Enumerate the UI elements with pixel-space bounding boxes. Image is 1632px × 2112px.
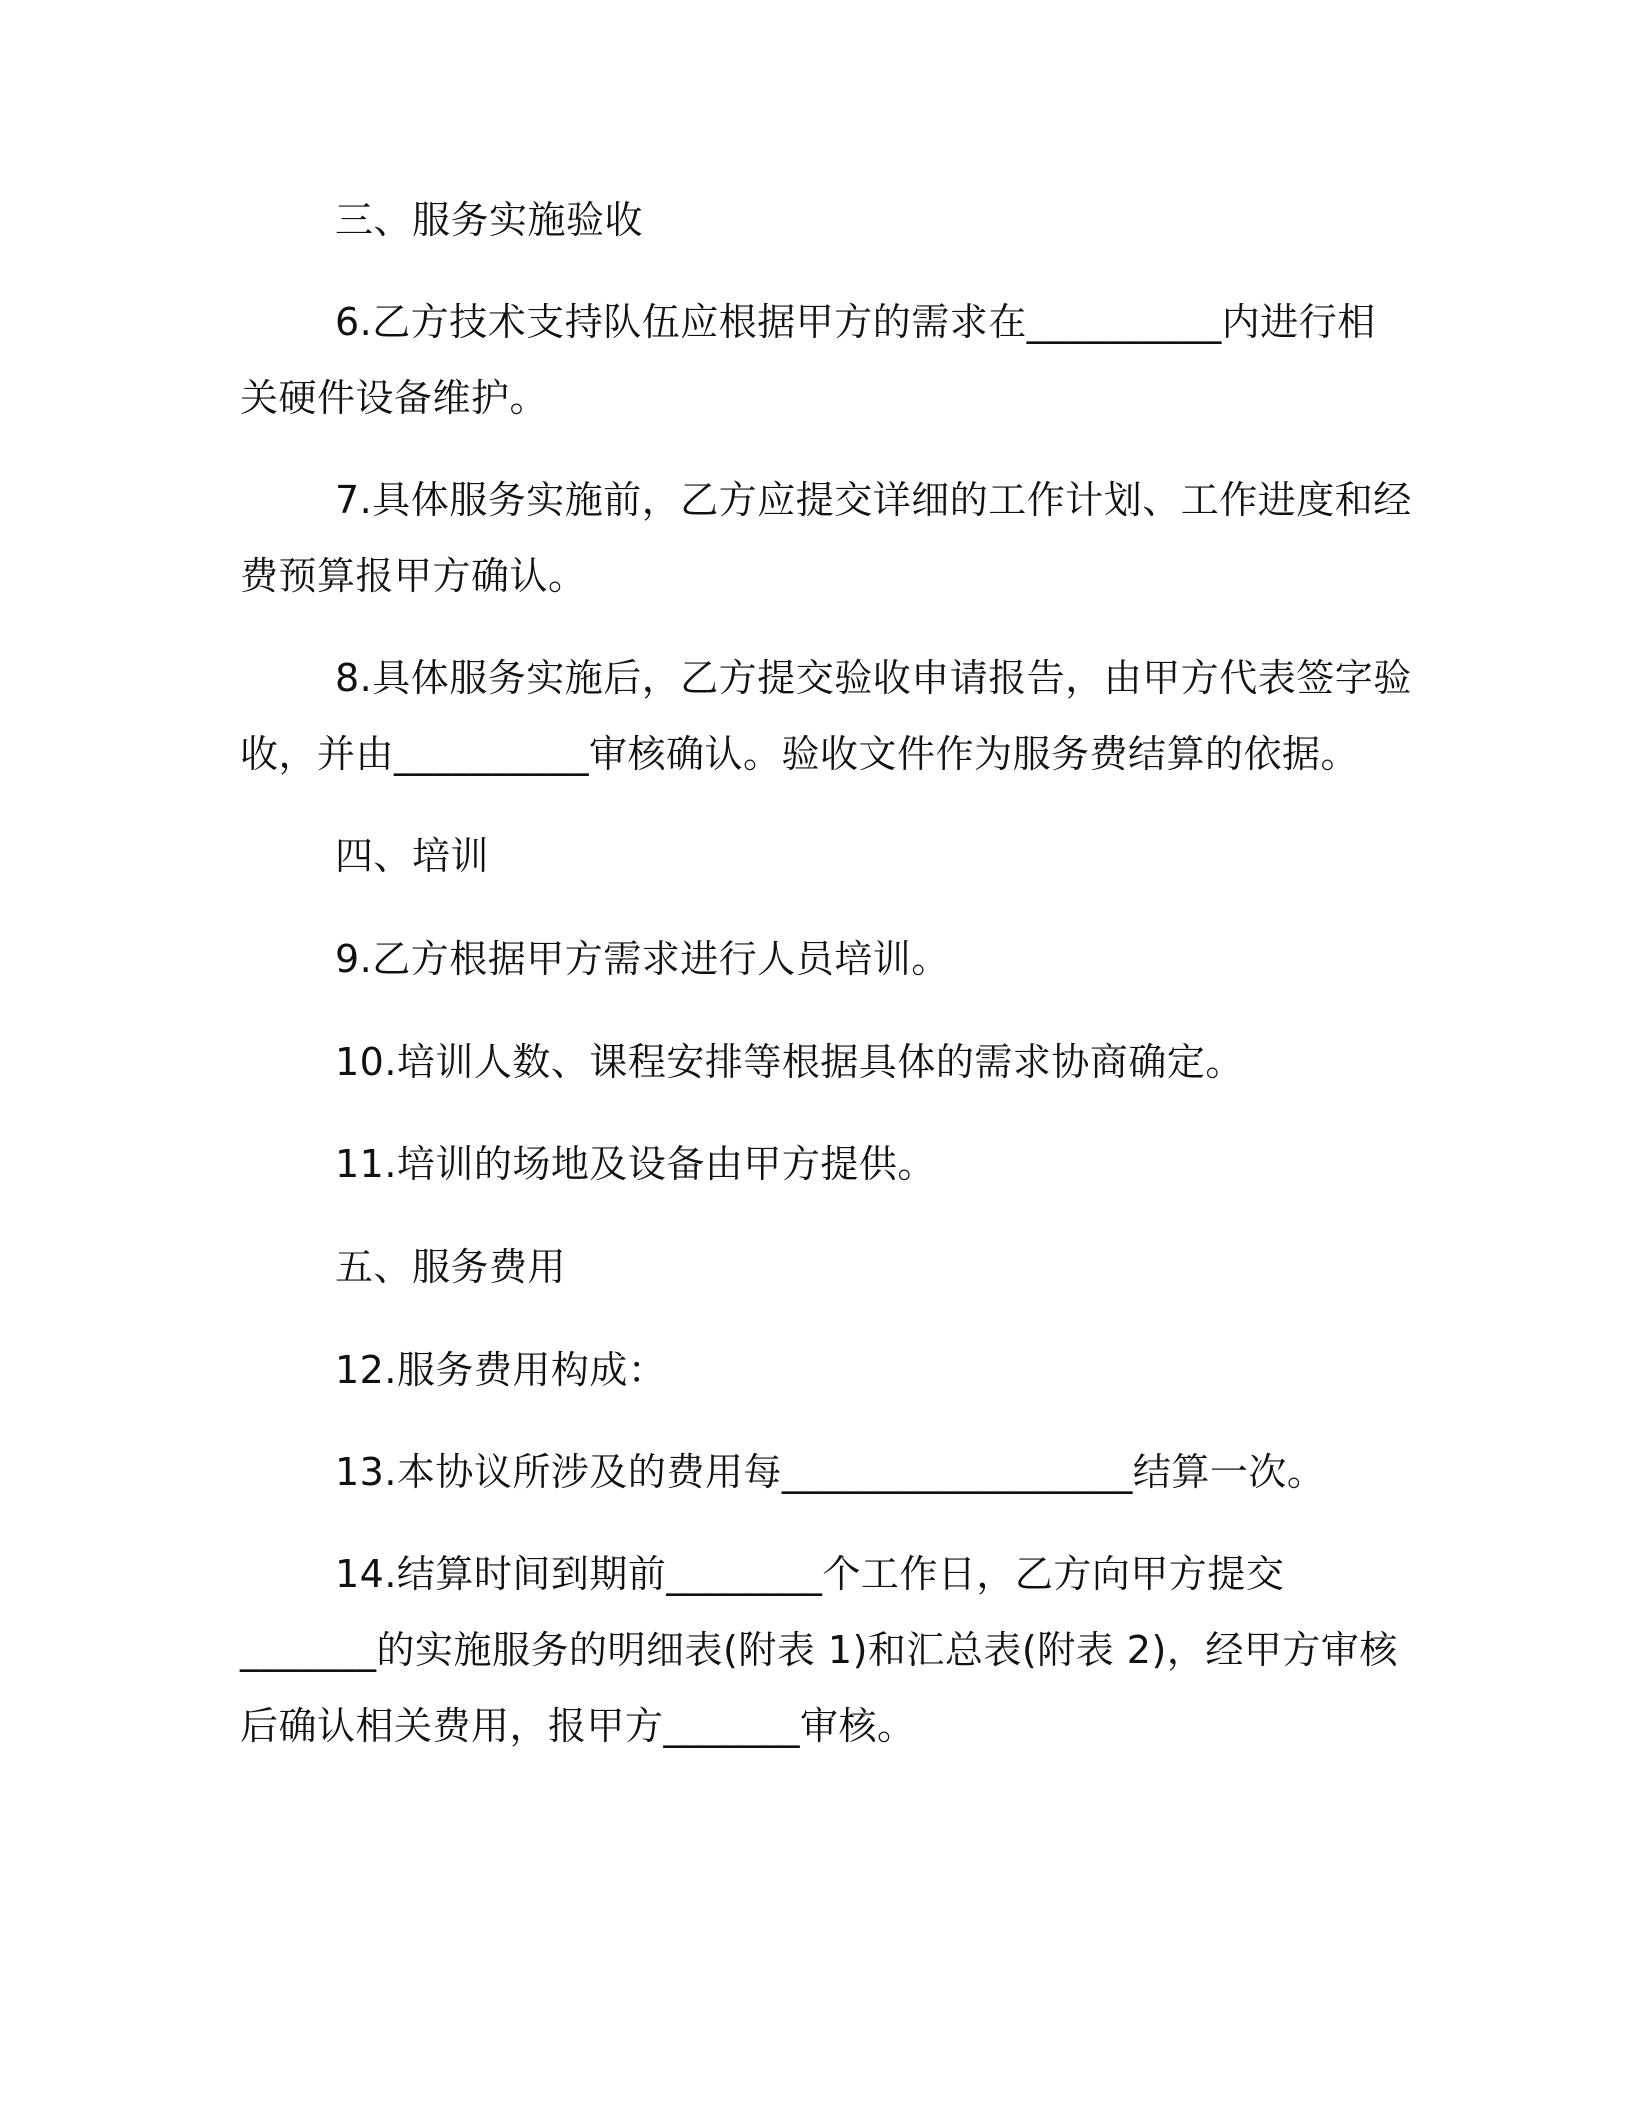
section-heading-5: 五、服务费用 [335,1245,567,1289]
clause-14-line-2: _______的实施服务的明细表(附表 1)和汇总表(附表 2)，经甲方审核 [240,1628,1398,1672]
section-heading-3: 三、服务实施验收 [335,198,644,242]
clause-9: 9.乙方根据甲方需求进行人员培训。 [335,937,950,981]
clause-8-line-1: 8.具体服务实施后，乙方提交验收申请报告，由甲方代表签字验 [335,656,1412,700]
section-heading-4: 四、培训 [335,834,490,878]
clause-8-line-2: 收，并由__________审核确认。验收文件作为服务费结算的依据。 [240,732,1360,776]
clause-13: 13.本协议所涉及的费用每__________________结算一次。 [335,1450,1326,1494]
clause-11: 11.培训的场地及设备由甲方提供。 [335,1142,936,1186]
clause-14-line-1: 14.结算时间到期前________个工作日，乙方向甲方提交 [335,1552,1285,1596]
clause-12: 12.服务费用构成： [335,1348,667,1392]
clause-6-line-1: 6.乙方技术支持队伍应根据甲方的需求在__________内进行相 [335,300,1376,344]
clause-7-line-1: 7.具体服务实施前，乙方应提交详细的工作计划、工作进度和经 [335,478,1412,522]
clause-6-line-2: 关硬件设备维护。 [240,376,549,420]
clause-14-line-3: 后确认相关费用，报甲方_______审核。 [240,1704,916,1748]
clause-10: 10.培训人数、课程安排等根据具体的需求协商确定。 [335,1040,1244,1084]
clause-7-line-2: 费预算报甲方确认。 [240,554,587,598]
